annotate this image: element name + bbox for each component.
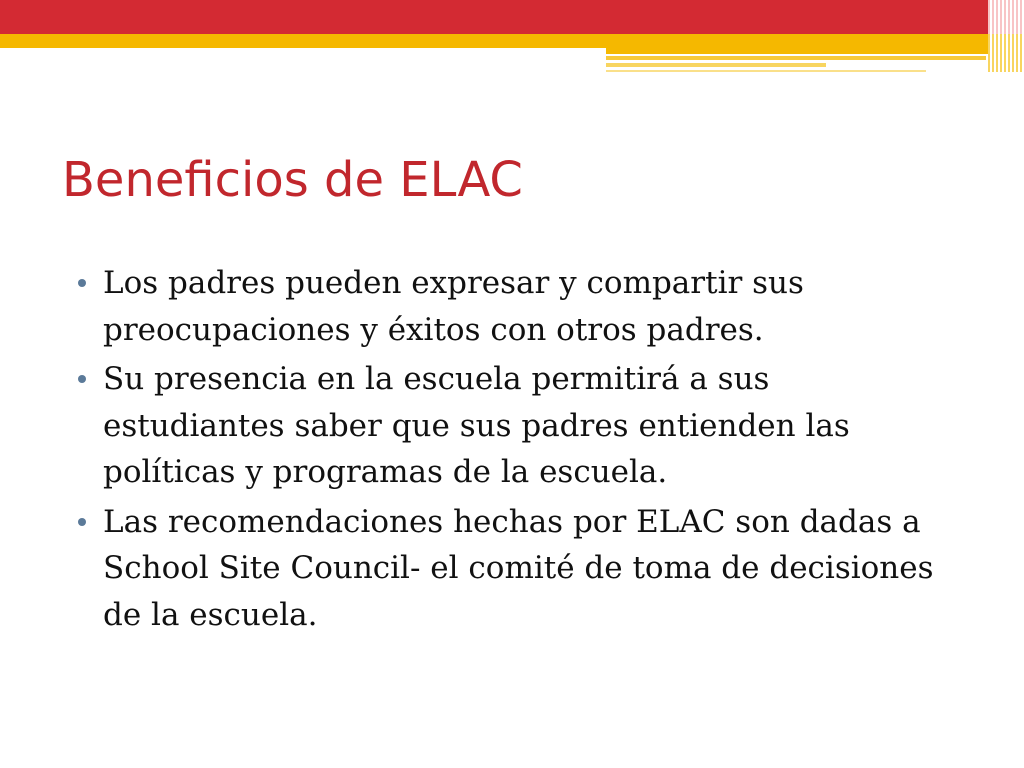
header-red-band [0,0,1024,34]
header-gold-line [606,56,986,60]
bullet-dot-icon [78,518,86,526]
slide-title: Beneficios de ELAC [62,152,523,208]
bullet-text: Los padres pueden expresar y compartir sus preocupaciones y éxitos con otros padres. [103,265,804,348]
bullet-item [78,356,958,496]
header-gold-band-left [0,34,606,48]
bullet-item [78,260,958,353]
header-gold-line [606,70,926,72]
bullet-item [78,499,958,639]
bullet-dot-icon [78,375,86,383]
bullet-text: Su presencia en la escuela permitirá a sus estudiantes saber que sus padres entienden las políticas y programas de la escuela. [103,361,850,490]
header-stripes-decoration [988,0,1024,72]
header-gold-band-right [606,34,1024,54]
bullet-text: Las recomendaciones hechas por ELAC son dadas a School Site Council- el comité de toma de decisiones de la escuela. [103,503,934,633]
header-gold-line [606,63,826,67]
bullet-dot-icon [78,279,86,287]
bullet-list [78,260,958,641]
